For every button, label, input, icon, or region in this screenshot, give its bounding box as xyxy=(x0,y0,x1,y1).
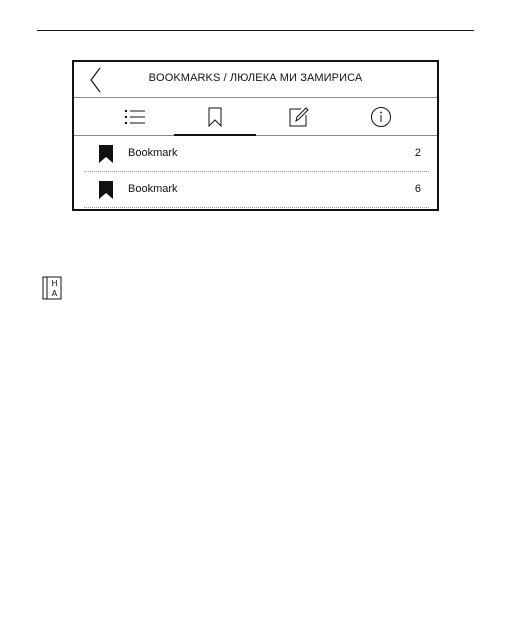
bookmark-filled-icon xyxy=(99,181,113,199)
panel-title: BOOKMARKS / ЛЮЛЕКА МИ ЗАМИРИСА xyxy=(148,72,363,84)
bookmark-page: 6 xyxy=(414,183,421,195)
margin-icon-letter-bottom: A xyxy=(51,289,58,298)
top-rule xyxy=(37,30,474,31)
bookmarks-panel xyxy=(72,60,439,211)
bookmark-page: 2 xyxy=(414,147,421,159)
info-icon xyxy=(370,106,392,128)
tab-bookmarks[interactable] xyxy=(174,98,256,135)
tab-notes[interactable] xyxy=(258,98,340,135)
list-icon xyxy=(124,109,146,125)
tab-contents[interactable] xyxy=(94,98,176,135)
tab-info[interactable] xyxy=(340,98,422,135)
list-item[interactable] xyxy=(84,172,429,208)
bookmark-label: Bookmark xyxy=(128,183,178,195)
bookmark-label: Bookmark xyxy=(128,147,178,159)
panel-header xyxy=(74,62,437,98)
bookmark-list xyxy=(84,136,429,208)
margin-icon-letter-top: H xyxy=(51,279,58,288)
note-pencil-icon xyxy=(288,106,310,128)
list-item[interactable] xyxy=(84,136,429,172)
bookmark-filled-icon xyxy=(99,145,113,163)
dictionary-book-icon xyxy=(42,276,62,300)
tab-bar xyxy=(74,98,437,136)
bookmark-outline-icon xyxy=(208,107,222,127)
